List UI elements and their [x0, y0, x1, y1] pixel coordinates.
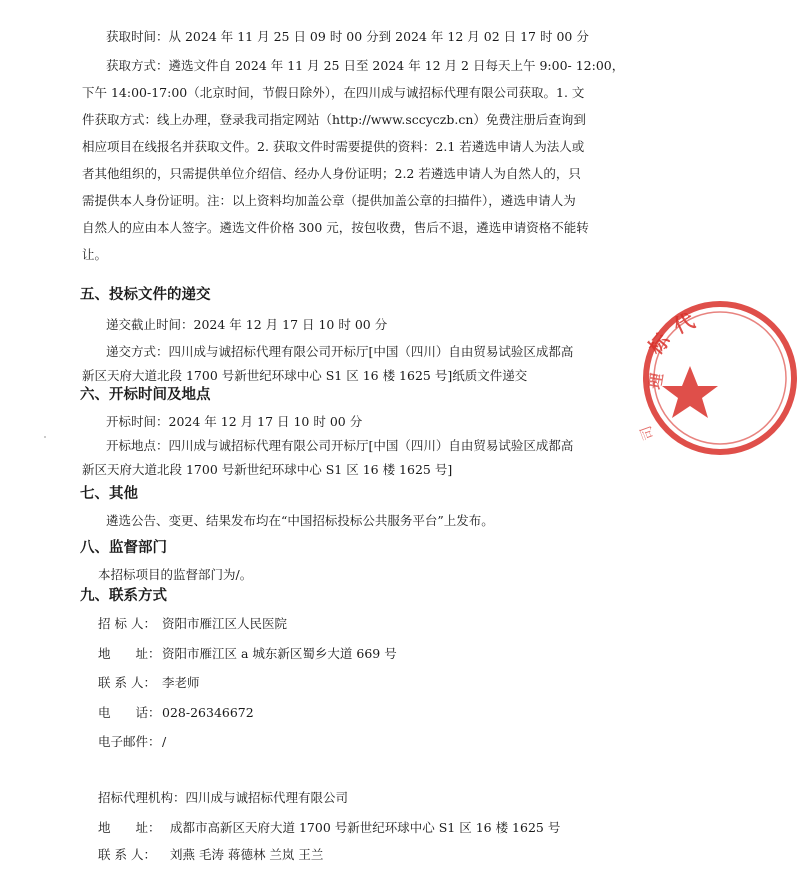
agency-contact-label: 联 系 人： — [98, 847, 156, 862]
acquire-method-line: 件获取方式：线上办理，登录我司指定网站（http://www.sccyczb.cn）免费注册后查询到 — [82, 112, 586, 127]
opening-place-line: 开标地点：四川成与诚招标代理有限公司开标厅[中国（四川）自由贸易试验区成都高 — [106, 438, 574, 453]
section-heading-contact: 九、联系方式 — [80, 588, 167, 604]
agency-name: 招标代理机构：四川成与诚招标代理有限公司 — [98, 790, 349, 805]
contact-value-person: 李老师 — [162, 675, 200, 690]
acquire-method-line: 者其他组织的，只需提供单位介绍信、经办人身份证明；2.2 若遴选申请人为自然人的，只 — [82, 166, 581, 181]
svg-text:司: 司 — [637, 423, 658, 443]
contact-value-phone: 028-26346672 — [162, 705, 254, 720]
agency-contact-value: 刘燕 毛涛 蒋德林 兰岚 王兰 — [170, 847, 324, 862]
contact-label-email: 电子邮件： — [98, 734, 161, 749]
contact-label-phone: 电 话： — [98, 705, 161, 720]
svg-text:代: 代 — [669, 308, 699, 339]
acquire-method-line: 相应项目在线报名并获取文件。2. 获取文件时需要提供的资料：2.1 若遴选申请人为法人或 — [82, 139, 585, 154]
supervision-text: 本招标项目的监督部门为/。 — [98, 567, 253, 582]
acquire-method-line: 需提供本人身份证明。注：以上资料均加盖公章（提供加盖公章的扫描件），遴选申请人为 — [82, 193, 576, 208]
opening-place-line: 新区天府大道北段 1700 号新世纪环球中心 S1 区 16 楼 1625 号] — [82, 462, 453, 477]
svg-text:理: 理 — [645, 371, 667, 391]
acquire-method-line: 获取方式：遴选文件自 2024 年 11 月 25 日至 2024 年 12 月 2 日每天上午 9:00- 12:00， — [106, 58, 625, 73]
acquire-method-line: 自然人的应由本人签字。遴选文件价格 300 元，按包收费，售后不退，遴选申请资格不能转 — [82, 220, 589, 235]
submission-deadline: 递交截止时间：2024 年 12 月 17 日 10 时 00 分 — [106, 317, 388, 332]
acquire-time: 获取时间：从 2024 年 11 月 25 日 09 时 00 分到 2024 年 12 月 02 日 17 时 00 分 — [106, 29, 589, 44]
submission-method-line: 新区天府大道北段 1700 号新世纪环球中心 S1 区 16 楼 1625 号]纸质文件递交 — [82, 368, 528, 383]
acquire-method-line: 下午 14:00-17:00（北京时间，节假日除外），在四川成与诚招标代理有限公司获取。1. 文 — [82, 85, 585, 100]
section-heading-submission: 五、投标文件的递交 — [80, 287, 211, 303]
contact-value-tenderer: 资阳市雁江区人民医院 — [162, 616, 288, 631]
opening-time: 开标时间：2024 年 12 月 17 日 10 时 00 分 — [106, 414, 363, 429]
section-heading-supervision: 八、监督部门 — [80, 540, 167, 556]
contact-value-email: / — [162, 734, 167, 749]
acquire-method-line: 让。 — [82, 247, 108, 262]
contact-value-address: 资阳市雁江区 a 城东新区蜀乡大道 669 号 — [162, 646, 397, 661]
svg-text:标: 标 — [643, 328, 675, 360]
other-text: 遴选公告、变更、结果发布均在“中国招标投标公共服务平台”上发布。 — [106, 513, 494, 528]
contact-label-tenderer: 招 标 人： — [98, 616, 156, 631]
scan-speck — [44, 436, 46, 438]
agency-address-value: 成都市高新区天府大道 1700 号新世纪环球中心 S1 区 16 楼 1625 号 — [170, 820, 561, 835]
submission-method-line: 递交方式：四川成与诚招标代理有限公司开标厅[中国（四川）自由贸易试验区成都高 — [106, 344, 574, 359]
section-heading-other: 七、其他 — [80, 486, 138, 502]
contact-label-person: 联 系 人： — [98, 675, 156, 690]
contact-label-address: 地 址： — [98, 646, 161, 661]
agency-address-label: 地 址： — [98, 820, 161, 835]
official-seal — [637, 298, 800, 458]
section-heading-opening: 六、开标时间及地点 — [80, 387, 211, 403]
